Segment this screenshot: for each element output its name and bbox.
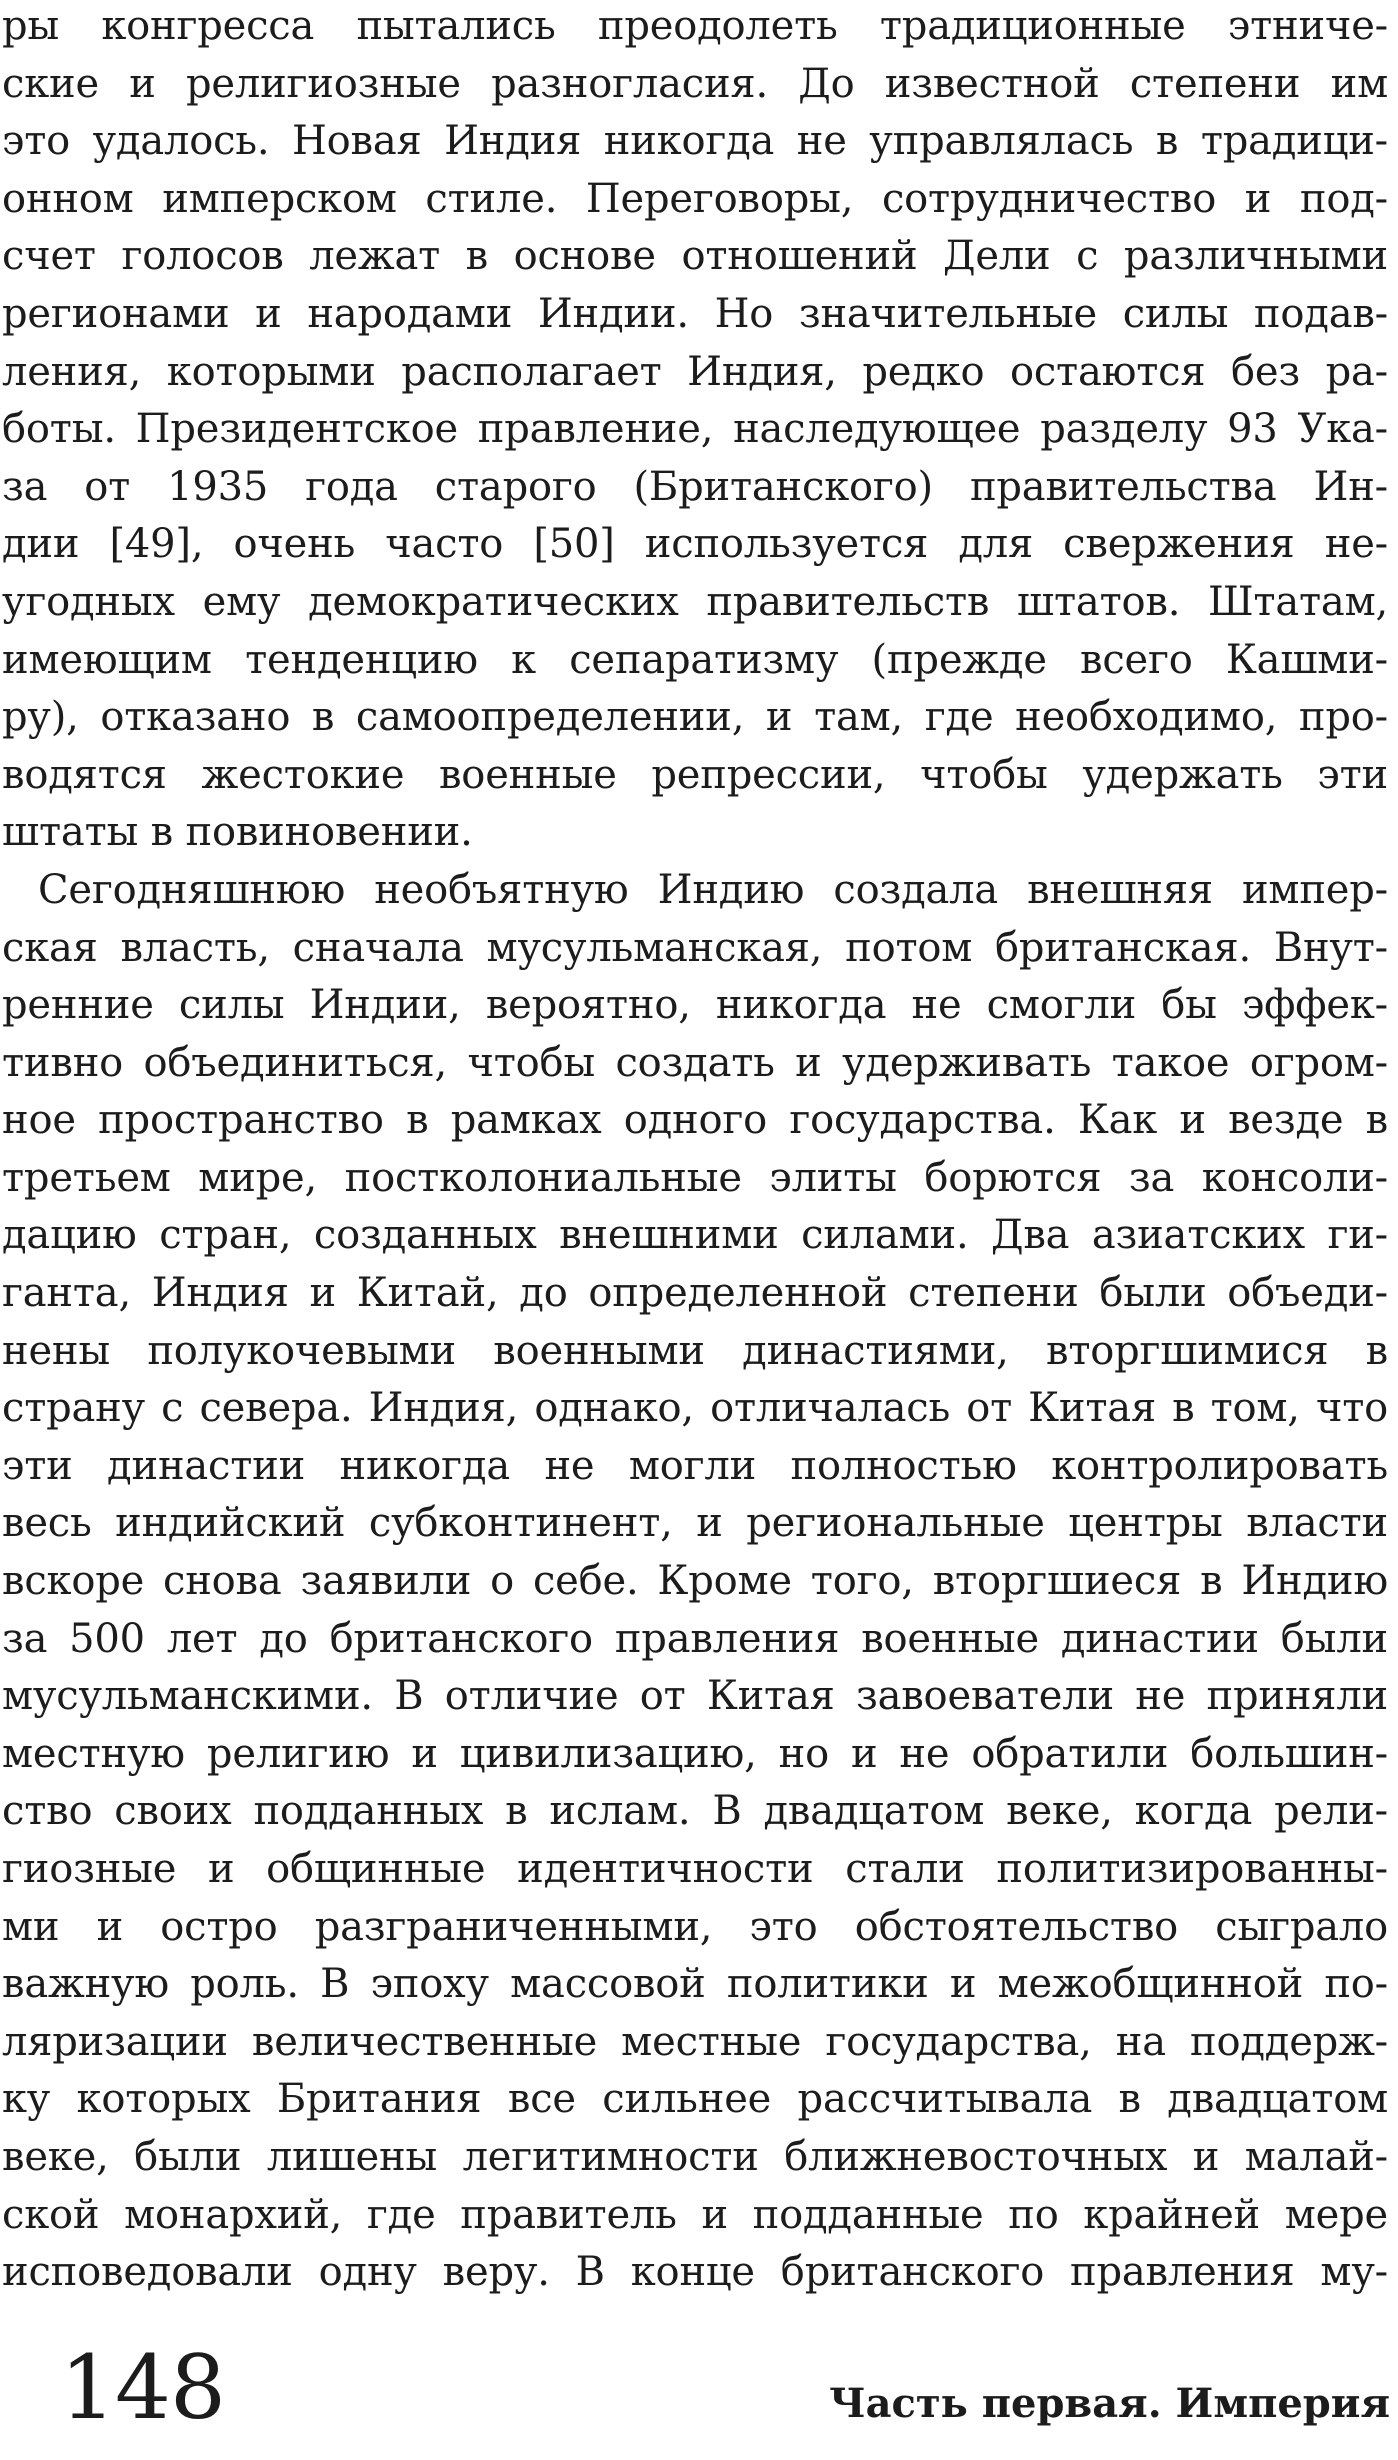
text-line: вскоре снова заявили о себе. Кроме того, вторгшиеся в Индию: [2, 1558, 1388, 1605]
text-line: угодных ему демократических правительств штатов. Штатам,: [2, 578, 1388, 625]
text-line: ное пространство в рамках одного государства. Как и везде в: [2, 1097, 1388, 1144]
text-line: важную роль. В эпоху массовой политики и межобщинной по-: [2, 1961, 1388, 2008]
text-line: весь индийский субконтинент, и региональные центры власти: [2, 1500, 1388, 1547]
page-body: [2, 0, 1388, 2302]
paragraph-end-line: штаты в повиновении.: [2, 809, 473, 856]
text-line: онном имперском стиле. Переговоры, сотрудничество и под-: [2, 175, 1388, 222]
text-line: счет голосов лежат в основе отношений Дели с различными: [2, 233, 1388, 280]
text-line: ры конгресса пытались преодолеть традиционные этниче-: [2, 3, 1388, 49]
text-line: нены полукочевыми военными династиями, вторгшимися в: [2, 1327, 1388, 1374]
text-line: ми и остро разграниченными, это обстоятельство сыграло: [2, 1903, 1388, 1950]
text-line: дии [49], очень часто [50] используется для свержения не-: [2, 521, 1388, 568]
text-line: ления, которыми располагает Индия, редко остаются без ра-: [2, 348, 1388, 395]
text-line: это удалось. Новая Индия никогда не управлялась в традици-: [2, 118, 1388, 165]
text-line: ская власть, сначала мусульманская, потом британская. Внут-: [2, 924, 1388, 971]
text-line: местную религию и цивилизацию, но и не обратили большин-: [2, 1730, 1388, 1777]
text-line: водятся жестокие военные репрессии, чтобы удержать эти: [2, 751, 1388, 798]
text-line: за от 1935 года старого (Британского) правительства Ин-: [2, 463, 1388, 510]
paragraph-start-line: Сегодняшнюю необъятную Индию создала внешняя импер-: [38, 866, 1388, 913]
page-number: 148: [60, 2336, 225, 2439]
text-line: имеющим тенденцию к сепаратизму (прежде всего Кашми-: [2, 636, 1388, 683]
text-line: тивно объединиться, чтобы создать и удерживать такое огром-: [2, 1039, 1388, 1086]
text-line: ренние силы Индии, вероятно, никогда не смогли бы эффек-: [2, 982, 1388, 1029]
text-line: ской монархий, где правитель и подданные по крайней мере: [2, 2191, 1388, 2238]
text-line: за 500 лет до британского правления военные династии были: [2, 1615, 1388, 1662]
running-title: Часть первая. Империя: [829, 2380, 1390, 2427]
text-line: эти династии никогда не могли полностью контролировать: [2, 1442, 1388, 1489]
text-line: ство своих подданных в ислам. В двадцатом веке, когда рели-: [2, 1788, 1388, 1835]
page-footer: [60, 2338, 1390, 2448]
text-line: ганта, Индия и Китай, до определенной степени были объеди-: [2, 1270, 1388, 1317]
text-line: боты. Президентское правление, наследующее разделу 93 Ука-: [2, 406, 1388, 453]
text-line: дацию стран, созданных внешними силами. Два азиатских ги-: [2, 1212, 1388, 1259]
text-line: гиозные и общинные идентичности стали политизированны-: [2, 1846, 1388, 1892]
text-line: регионами и народами Индии. Но значительные силы подав-: [2, 290, 1388, 337]
text-line: исповедовали одну веру. В конце британского правления му-: [2, 2249, 1388, 2296]
text-line: третьем мире, постколониальные элиты борются за консоли-: [2, 1154, 1388, 1201]
text-line: мусульманскими. В отличие от Китая завоеватели не приняли: [2, 1673, 1388, 1720]
text-line: веке, были лишены легитимности ближневосточных и малай-: [2, 2133, 1388, 2180]
text-line: ру), отказано в самоопределении, и там, где необходимо, про-: [2, 694, 1388, 741]
text-line: ские и религиозные разногласия. До известной степени им: [2, 60, 1388, 107]
text-line: ку которых Британия все сильнее рассчитывала в двадцатом: [2, 2076, 1388, 2123]
text-line: ляризации величественные местные государства, на поддерж-: [2, 2018, 1388, 2065]
text-line: страну с севера. Индия, однако, отличалась от Китая в том, что: [2, 1385, 1388, 1432]
